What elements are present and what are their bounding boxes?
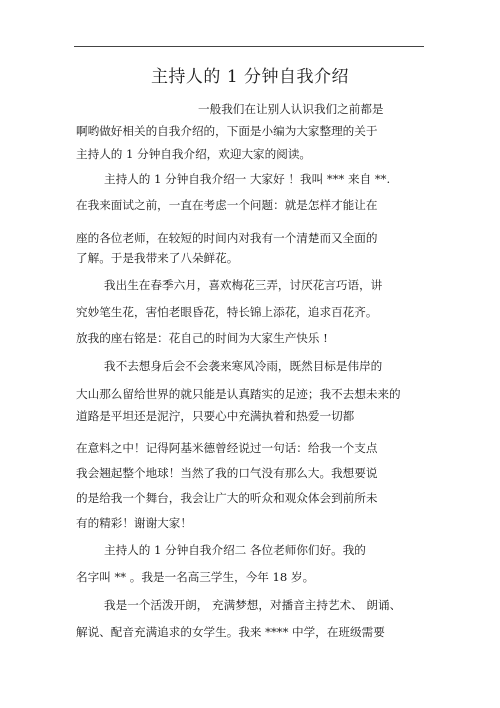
- paragraph-line: 座的各位老师，在较短的时间内对我有一个清楚而又全面的: [76, 231, 378, 245]
- paragraph-line: 解说、配音充满追求的女学生。我来 **** 中学，在班级需要: [76, 625, 385, 639]
- paragraph-line: 究妙笔生花，害怕老眼昏花，特长锦上添花，追求百花齐。: [76, 305, 378, 319]
- intro-line: 主持人的 1 分钟自我介绍，欢迎大家的阅读。: [76, 147, 312, 161]
- paragraph-line: 我不去想身后会不会袭来寒风冷雨，既然目标是伟岸的: [104, 359, 383, 373]
- paragraph-line: 在我来面试之前，一直在考虑一个问题：就是怎样才能让在: [76, 198, 378, 212]
- paragraph-line: 主持人的 1 分钟自我介绍二 各位老师你们好。我的: [104, 543, 366, 557]
- intro-line: 一般我们在让别人认识我们之前都是: [198, 102, 384, 116]
- paragraph-line: 名字叫 ** 。我是一名高三学生，今年 18 岁。: [76, 570, 315, 584]
- paragraph-line: 我会翘起整个地球！当然了我的口气没有那么大。我想要说: [76, 466, 378, 480]
- paragraph-line: 放我的座右铭是：花自己的时间为大家生产快乐 !: [76, 331, 328, 345]
- paragraph-line: 有的精彩！谢谢大家！: [76, 516, 192, 530]
- header-rule: [74, 46, 424, 47]
- paragraph-line: 道路是平坦还是泥泞，只要心中充满执着和热爱一切都: [76, 409, 355, 423]
- paragraph-line: 我出生在春季六月，喜欢梅花三弄，讨厌花言巧语，讲: [104, 278, 383, 292]
- paragraph-line: 了解。于是我带来了八朵鲜花。: [76, 251, 239, 265]
- paragraph-line: 我是一个活泼开朗， 充满梦想，对播音主持艺术、 朗诵、: [104, 598, 402, 612]
- paragraph-line: 主持人的 1 分钟自我介绍一 大家好 ！我叫 *** 来自 **.: [104, 172, 391, 186]
- paragraph-line: 大山那么留给世界的就只能是认真踏实的足迹；我不去想未来的: [76, 387, 401, 401]
- paragraph-line: 的是给我一个舞台，我会让广大的听众和观众体会到前所未: [76, 491, 378, 505]
- intro-line: 啊哟做好相关的自我介绍的，下面是小编为大家整理的关于: [76, 124, 378, 138]
- document-title: 主持人的 1 分钟自我介绍: [150, 67, 350, 87]
- paragraph-line: 在意料之中！记得阿基米德曾经说过一句话：给我一个支点: [76, 441, 378, 455]
